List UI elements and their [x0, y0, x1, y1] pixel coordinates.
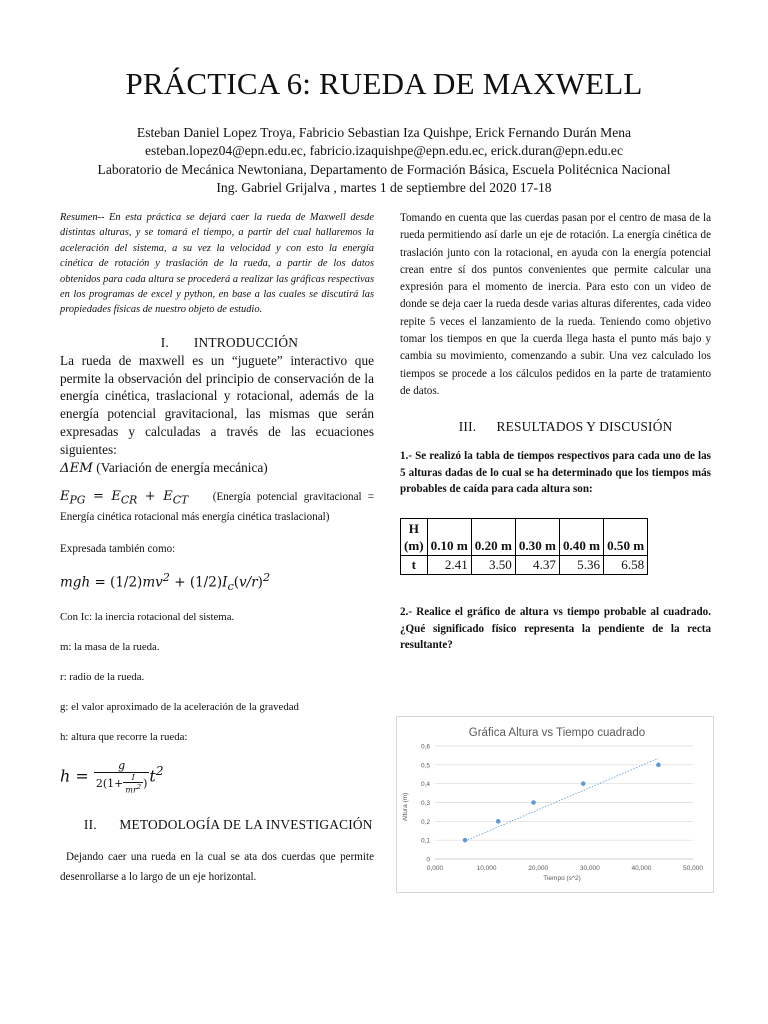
energy-equation-block: [60, 489, 374, 525]
chart-y-ticks: [421, 744, 430, 864]
section-title: INTRODUCCIÓN: [193, 334, 299, 350]
chart-y-tick-label: 0,5: [420, 762, 430, 770]
chart-x-tick-label: 50,000: [683, 865, 703, 872]
mgh-equation: mgh = $(1/2)mv^2 + (1/2)I_c(v/r)^2$: [60, 571, 271, 594]
chart-y-tick-label: 0,1: [420, 837, 430, 845]
table-header-cell: 0.50 m: [604, 519, 648, 556]
chart-trendline-segment: [465, 758, 658, 841]
method-paragraph: Dejando caer una rueda en la cual se ata dos cuerdas que permite desenrollarse a lo largo de un eje horizontal.: [60, 850, 374, 883]
energy-equation: $E_{PG} = E_{CR} + E_{CT}$: [60, 489, 189, 508]
section-number: III.: [458, 419, 477, 435]
chart-y-tick-label: 0,2: [420, 818, 430, 826]
chart-container: [396, 716, 714, 893]
table-header-height: H (m): [401, 519, 428, 556]
chart-y-tick-label: 0,3: [420, 800, 430, 807]
section-number: II.: [83, 816, 97, 832]
chart-point: [462, 838, 467, 843]
question-1: 1.- Se realizó la tabla de tiempos respectivos para cada uno de las 5 alturas dadas de lo cual se ha determinado que los tiempos más probables de caída para cada altura son:: [400, 450, 711, 496]
section-heading-introduccion: [60, 335, 374, 351]
chart-point: [531, 800, 536, 805]
method-paragraph-continued: Tomando en cuenta que las cuerdas pasan por el centro de masa de la rueda permitiendo así darle un eje de rotación. La energía cinética de traslación junto con la rotacional, en ayuda con la energía potencial crean entre sí dos puntos convenientes que permite calcular una expresión para el momento de inercia. Para esto con un video de donde se deja caer la rueda desde varias alturas diferentes, cada video repite 5 veces el lanzamiento de la rueda. Teniendo como objetivo tomar los tiempos en que la cuerda llega hasta el punto más bajo y cambia su movimiento, comenzando a subir. Una vez calculado los tiempos se procede a los cálculos pedidos en la parte de tratamiento de datos.: [400, 212, 711, 397]
table-header-cell: 0.30 m: [515, 519, 559, 556]
delta-em-label: (Variación de energía mecánica): [96, 459, 268, 475]
author-affiliation: Laboratorio de Mecánica Newtoniana, Departamento de Formación Básica, Escuela Politécnica Nacional: [97, 161, 671, 177]
table-cell: 5.36: [559, 556, 603, 575]
chart-point: [496, 819, 501, 824]
chart-x-tick-label: 30,000: [579, 865, 600, 872]
def-ic: Con Ic: la inercia rotacional del sistema.: [60, 611, 235, 624]
table-cell: 3.50: [471, 556, 515, 575]
page-title: PRÁCTICA 6: RUEDA DE MAXWELL: [125, 66, 643, 101]
question-2: 2.- Realice el gráfico de altura vs tiempo probable al cuadrado. ¿Qué significado físico representa la pendiente de la recta resultante?: [400, 606, 711, 652]
chart-point: [581, 781, 586, 786]
section-title: METODOLOGÍA DE LA INVESTIGACIÓN: [119, 816, 373, 832]
chart-gridlines: [435, 746, 693, 859]
table-row: [401, 556, 648, 575]
section-heading-metodologia: [60, 817, 374, 833]
chart-point: [656, 762, 661, 767]
section-heading-resultados: [400, 419, 711, 435]
chart-x-tick-label: 40,000: [631, 865, 652, 872]
chart-y-tick-label: 0,6: [420, 743, 430, 751]
def-r: r: radio de la rueda.: [60, 671, 145, 684]
author-names: Esteban Daniel Lopez Troya, Fabricio Sebastian Iza Quishpe, Erick Fernando Durán Mena: [136, 125, 632, 140]
times-table: [400, 518, 648, 575]
section-number: I.: [160, 334, 169, 350]
table-header-cell: 0.40 m: [559, 519, 603, 556]
chart-x-tick-label: 10,000: [476, 865, 497, 872]
chart-title: Gráfica Altura vs Tiempo cuadrado: [468, 727, 646, 739]
def-m: m: la masa de la rueda.: [60, 641, 160, 654]
chart-trendline: [465, 758, 658, 841]
author-date: Ing. Gabriel Grijalva , martes 1 de septiembre del 2020 17-18: [216, 180, 552, 196]
chart-x-ticks: [427, 865, 703, 872]
energy-description: (Energía potencial gravitacional = Energía cinética rotacional más energía cinética traslacional): [60, 491, 375, 524]
table-header-cell: 0.10 m: [427, 519, 471, 556]
delta-em-line: [60, 459, 374, 478]
delta-em-symbol: ΔEM: [60, 460, 93, 476]
intro-paragraph: La rueda de maxwell es un “juguete” interactivo que permite la observación del principio de conservación de la energía cinética, traslacional y rotacional, además de la energía potencial gravitacional, las mismas que serán expresadas y calculadas a través de las ecuaciones siguientes:: [60, 352, 374, 457]
h-equation: h = g 2(1+ $\frac{I}{mr^2}$ ) $t^2$: [60, 759, 164, 795]
chart-y-tick-label: 0,4: [420, 781, 430, 789]
chart-y-tick-label: 0: [426, 856, 430, 864]
table-header-row: [401, 519, 648, 556]
expressed-also: Expresada también como:: [60, 543, 176, 556]
right-column: [400, 210, 711, 654]
chart-x-tick-label: 0,000: [426, 865, 444, 872]
def-h: h: altura que recorre la rueda:: [60, 731, 188, 744]
def-g: g: el valor aproximado de la aceleración de la gravedad: [60, 701, 299, 714]
table-row-label: t: [401, 556, 428, 575]
chart-y-axis-label: Altura (m): [402, 792, 409, 822]
chart-x-axis-label: Tiempo (s^2): [543, 875, 581, 882]
abstract: Resumen-- En esta práctica se dejará caer la rueda de Maxwell desde distintas alturas, y se tomará el tiempo, a partir del cual hallaremos la aceleración del sistema, a su vez la velocidad y con esto la energía cinética de rotación y traslación de la rueda, a partir de los datos obtenidos para cada altura se procederá a realizar las gráficas respectivas en los programas de excel y python, en base a las cuales se discutirá las propiedades físicas de nuestro objeto de estudio.: [60, 212, 374, 316]
table-header-cell: 0.20 m: [471, 519, 515, 556]
chart-x-tick-label: 20,000: [528, 865, 549, 872]
table-cell: 4.37: [515, 556, 559, 575]
section-title: RESULTADOS Y DISCUSIÓN: [496, 419, 673, 435]
table-cell: 2.41: [427, 556, 471, 575]
author-block: [0, 124, 768, 198]
table-cell: 6.58: [604, 556, 648, 575]
left-column: [60, 210, 374, 887]
scatter-chart: [397, 717, 713, 892]
author-emails: esteban.lopez04@epn.edu.ec, fabricio.izaquishpe@epn.edu.ec, erick.duran@epn.edu.ec: [144, 143, 623, 159]
